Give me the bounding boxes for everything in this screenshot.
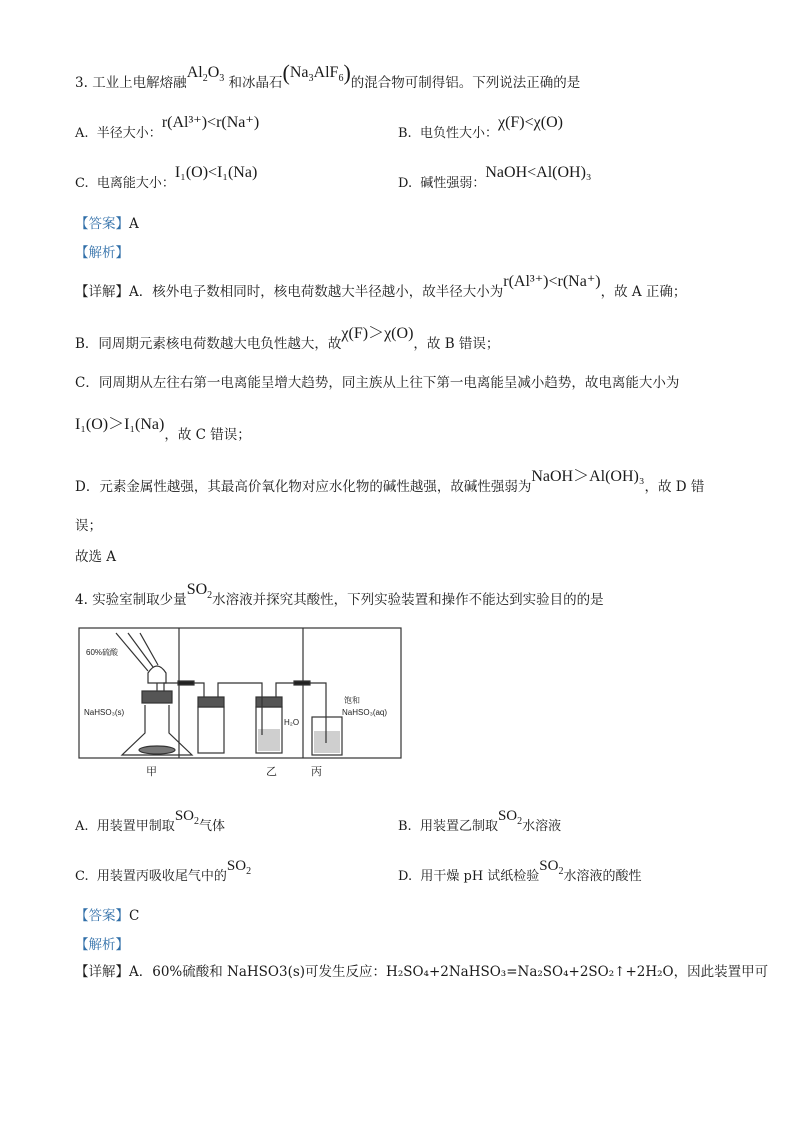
q3-number: 3. [75,75,88,91]
q3-analysis [75,242,129,264]
label-acid: 60%硫酸 [86,648,119,657]
q3-option-a: A. 半径大小：r(Al³⁺)<r(Na⁺) [75,114,260,141]
q3-stem-text-a: 工业上电解熔融 [92,75,187,91]
figure-frame [79,628,401,758]
q3-option-d: D. 碱性强弱：NaOH<Al(OH)₃ [398,164,592,191]
q4-option-d: D. 用干燥 pH 试纸检验$SO_2$水溶液的酸性 [398,858,642,884]
dropping-funnel [148,666,166,683]
q3-option-c-formula: I₁(O)<I₁(Na) [174,164,258,181]
q3-stem-text-b: 和冰晶石 [228,75,283,91]
q4-option-c: C. 用装置丙吸收尾气中的$SO_2$ [75,858,252,884]
bottle-1 [198,707,224,753]
formula-so2: $SO_2$ [186,581,213,602]
stopper-1 [142,691,172,703]
q3-answer: 【答案】A [75,216,139,232]
q4-option-b: B. 用装置乙制取$SO_2$水溶液 [398,808,562,834]
q3-answer-tag: 【答案】 [75,216,129,232]
q3-stem [75,60,581,94]
q3-detail-c: C．同周期从左往右第一电离能呈增大趋势，同主族从上往下第一电离能呈减小趋势，故电离能大小为 [75,375,680,391]
q3-conclusion: 故选 A [75,549,117,565]
q3-detail-d: D．元素金属性越强，其最高价氧化物对应水化物的碱性越强，故碱性强弱为NaOH＞Al(OH)₃，故 D 错 [75,468,705,495]
q3-option-a-formula: r(Al³⁺)<r(Na⁺) [161,114,260,131]
q4-answer: 【答案】C [75,908,140,924]
apparatus-figure [76,625,402,780]
q4-stem: 4. 实验室制取少量$SO_2$水溶液并探究其酸性，下列实验装置和操作不能达到实验目的的是 [75,581,604,608]
solid-nahso3 [139,746,175,754]
q3-option-b: B. 电负性大小：χ(F)<χ(O) [398,114,563,141]
q3-detail-b: B．同周期元素核电荷数越大电负性越大，故χ(F)＞χ(O)，故 B 错误； [75,325,500,352]
q4-detail-a: 【详解】A．60%硫酸和 NaHSO3(s)可发生反应：H₂SO₄+2NaHSO₃=Na₂SO₄+2SO₂↑+2H₂O，因此装置甲可 [75,964,769,980]
label-jia: 甲 [146,766,157,778]
q3-stem-text-c: 的混合物可制得铝。下列说法正确的是 [350,75,581,91]
q3-detail-c-2: I₁(O)＞I₁(Na)，故 C 错误； [75,416,251,443]
q3-detail-d-2: 误； [75,518,102,534]
q3-option-b-formula: χ(F)<χ(O) [497,114,563,131]
q3-analysis-tag: 【解析】 [75,245,129,261]
formula-al2o3: $Al_2O_3$ [186,64,225,85]
label-yi: 乙 [266,766,277,778]
q3-option-d-formula: NaOH<Al(OH)₃ [485,164,592,181]
label-nahso3-solid: NaHSO₃(s) [84,708,125,717]
q3-option-c: C. 电离能大小：I₁(O)<I₁(Na) [75,164,258,191]
label-h2o: H₂O [284,718,300,727]
label-nahso3-aq: NaHSO₃(aq) [342,708,388,717]
formula-cryolite: $(Na_3AlF_6)$ [282,60,351,85]
q4-analysis: 【解析】 [75,937,129,953]
label-saturated: 饱和 [344,696,360,705]
q3-detail-a: 【详解】A．核外电子数相同时，核电荷数越大半径越小，故半径大小为r(Al³⁺)<r(Na⁺)，故 A 正确； [75,273,687,300]
q4-option-a: A. 用装置甲制取$SO_2$气体 [75,808,226,834]
label-bing: 丙 [311,766,322,778]
